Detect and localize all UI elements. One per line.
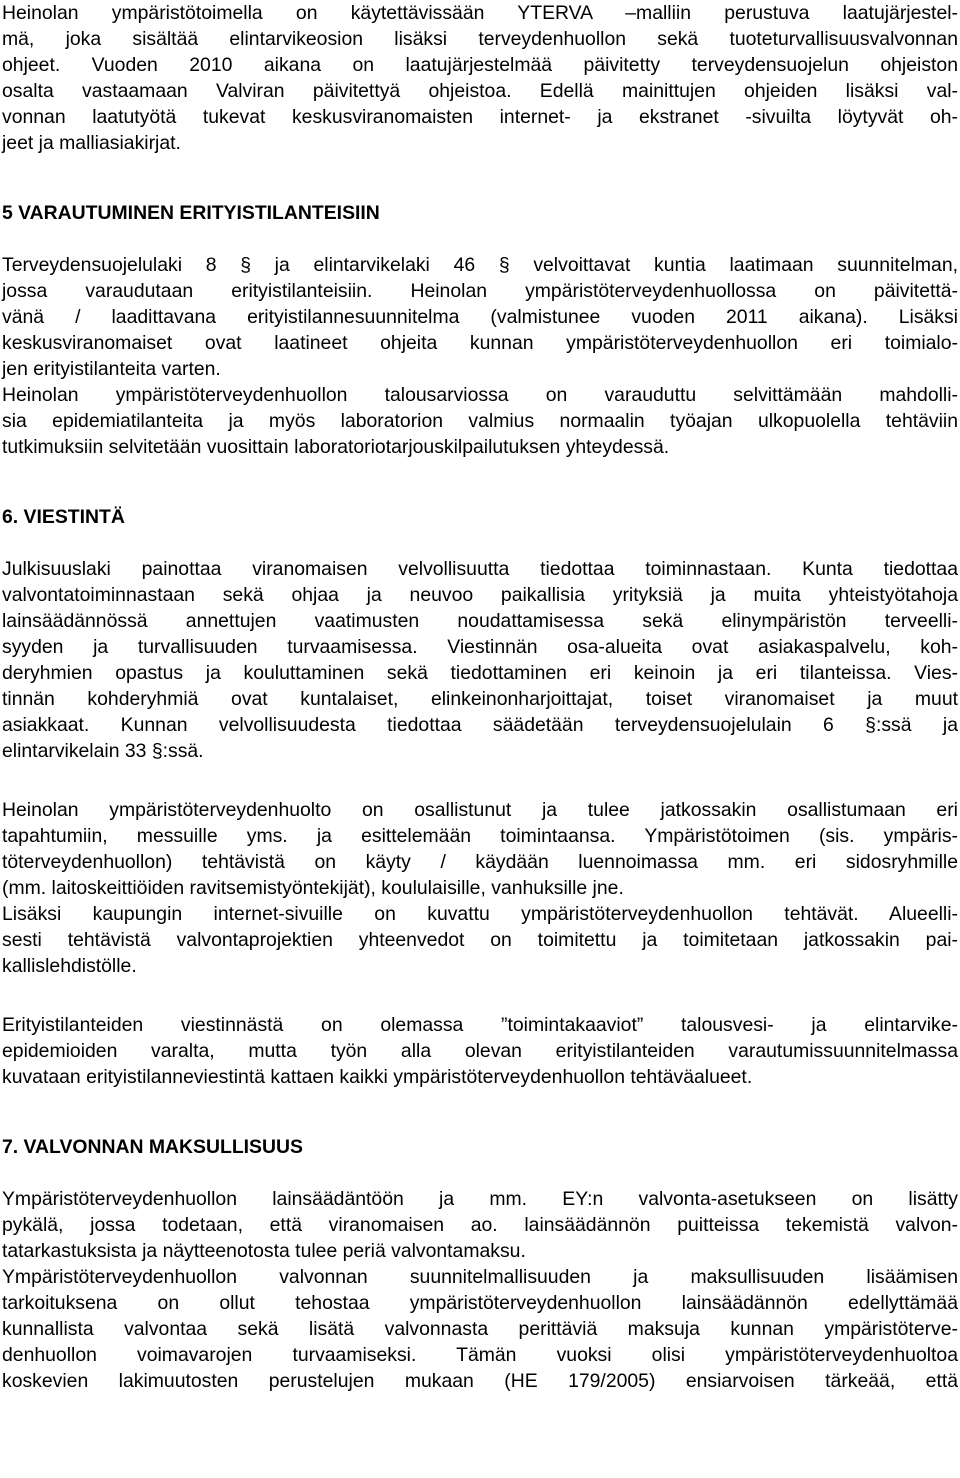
text-line: Erityistilanteiden viestinnästä on olemassa ”toimintakaaviot” talousvesi- ja elintarvike- bbox=[2, 1014, 958, 1036]
section-6-paragraph-4 bbox=[2, 1012, 958, 1090]
section-7-paragraph-2 bbox=[2, 1264, 958, 1394]
text-line: vänä / laadittavana erityistilannesuunnitelma (valmistunee vuoden 2011 aikana). Lisäksi bbox=[2, 306, 958, 328]
text-line: syyden ja turvallisuuden turvaamisessa. Viestinnän osa-alueita ovat asiakaspalvelu, koh- bbox=[2, 636, 958, 658]
text-line: töterveydenhuollon) tehtävistä on käyty / käydään luennoimassa mm. eri sidosryhmille bbox=[2, 851, 958, 873]
document-page bbox=[2, 0, 958, 1394]
text-line: Heinolan ympäristöterveydenhuollon talousarviossa on varauduttu selvittämään mahdolli- bbox=[2, 384, 958, 406]
intro-paragraph bbox=[2, 0, 958, 156]
text-line: tutkimuksiin selvitetään vuosittain laboratoriotarjouskilpailutuksen yhteydessä. bbox=[2, 436, 670, 458]
text-line: kallislehdistölle. bbox=[2, 955, 137, 977]
text-line: koskevien lakimuutosten perustelujen mukaan (HE 179/2005) ensiarvoisen tärkeää, että bbox=[2, 1370, 958, 1392]
text-line: ohjeet. Vuoden 2010 aikana on laatujärjestelmää päivitetty terveydensuojelun ohjeiston bbox=[2, 54, 958, 76]
text-line: elintarvikelain 33 §:ssä. bbox=[2, 740, 204, 762]
text-line: Lisäksi kaupungin internet-sivuille on kuvattu ympäristöterveydenhuollon tehtävät. Alueelli- bbox=[2, 903, 958, 925]
text-line: Julkisuuslaki painottaa viranomaisen velvollisuutta tiedottaa toiminnastaan. Kunta tiedottaa bbox=[2, 558, 958, 580]
text-line: asiakkaat. Kunnan velvollisuudesta tiedottaa säädetään terveydensuojelulain 6 §:ssä ja bbox=[2, 714, 958, 736]
text-line: jeet ja malliasiakirjat. bbox=[2, 132, 181, 154]
text-line: valvontatoiminnastaan sekä ohjaa ja neuvoo paikallisia yrityksiä ja muita yhteistyötahoja bbox=[2, 584, 958, 606]
text-line: deryhmien opastus ja kouluttaminen sekä tiedottaminen eri keinoin ja eri tilanteissa. Vies- bbox=[2, 662, 958, 684]
text-line: (mm. laitoskeittiöiden ravitsemistyöntekijät), koululaisille, vanhuksille jne. bbox=[2, 877, 624, 899]
section-6-heading: 6. VIESTINTÄ bbox=[2, 506, 125, 528]
text-line: denhuollon voimavarojen turvaamiseksi. Tämän vuoksi olisi ympäristöterveydenhuoltoa bbox=[2, 1344, 958, 1366]
text-line: osalta vastaamaan Valviran päivitettyä ohjeistoa. Edellä mainittujen ohjeiden lisäksi val- bbox=[2, 80, 958, 102]
section-6-paragraph-3 bbox=[2, 901, 958, 979]
text-line: jen erityistilanteita varten. bbox=[2, 358, 221, 380]
text-line: Heinolan ympäristöterveydenhuolto on osallistunut ja tulee jatkossakin osallistumaan eri bbox=[2, 799, 958, 821]
text-line: kunnallista valvontaa sekä lisätä valvonnasta perittäviä maksuja kunnan ympäristöterve- bbox=[2, 1318, 958, 1340]
section-5-paragraph-2 bbox=[2, 382, 958, 460]
text-line: tinnän kohderyhmiä ovat kuntalaiset, elinkeinonharjoittajat, toiset viranomaiset ja muut bbox=[2, 688, 958, 710]
text-line: pykälä, jossa todetaan, että viranomaisen ao. lainsäädännön puitteissa tekemistä valvon- bbox=[2, 1214, 958, 1236]
text-line: kuvataan erityistilanneviestintä kattaen kaikki ympäristöterveydenhuollon tehtäväalueet. bbox=[2, 1066, 753, 1088]
section-6-paragraph-2 bbox=[2, 797, 958, 901]
section-7-paragraph-1 bbox=[2, 1186, 958, 1264]
text-line: Heinolan ympäristötoimella on käytettävissään YTERVA –malliin perustuva laatujärjestel- bbox=[2, 2, 958, 24]
section-7-heading: 7. VALVONNAN MAKSULLISUUS bbox=[2, 1136, 303, 1158]
text-line: tatarkastuksista ja näytteenotosta tulee periä valvontamaksu. bbox=[2, 1240, 526, 1262]
text-line: jossa varaudutaan erityistilanteisiin. Heinolan ympäristöterveydenhuollossa on päivitettä- bbox=[2, 280, 958, 302]
text-line: vonnan laatutyötä tukevat keskusviranomaisten internet- ja ekstranet -sivuilta löytyvät oh- bbox=[2, 106, 958, 128]
text-line: keskusviranomaiset ovat laatineet ohjeita kunnan ympäristöterveydenhuollon eri toimialo- bbox=[2, 332, 958, 354]
text-line: sesti tehtävistä valvontaprojektien yhteenvedot on toimitettu ja toimitetaan jatkossakin pai- bbox=[2, 929, 958, 951]
text-line: Ympäristöterveydenhuollon valvonnan suunnitelmallisuuden ja maksullisuuden lisäämisen bbox=[2, 1266, 958, 1288]
section-5-heading: 5 VARAUTUMINEN ERITYISTILANTEISIIN bbox=[2, 202, 380, 224]
text-line: Terveydensuojelulaki 8 § ja elintarvikelaki 46 § velvoittavat kuntia laatimaan suunnitelman, bbox=[2, 254, 958, 276]
text-line: Ympäristöterveydenhuollon lainsäädäntöön ja mm. EY:n valvonta-asetukseen on lisätty bbox=[2, 1188, 958, 1210]
text-line: sia epidemiatilanteita ja myös laboratorion valmius normaalin työajan ulkopuolella tehtäviin bbox=[2, 410, 958, 432]
text-line: lainsäädännössä annettujen vaatimusten noudattamisessa sekä elinympäristön terveelli- bbox=[2, 610, 958, 632]
section-5-paragraph-1 bbox=[2, 252, 958, 382]
section-6-paragraph-1 bbox=[2, 556, 958, 764]
text-line: mä, joka sisältää elintarvikeosion lisäksi terveydenhuollon sekä tuoteturvallisuusvalvonnan bbox=[2, 28, 958, 50]
text-line: epidemioiden varalta, mutta työn alla olevan erityistilanteiden varautumissuunnitelmassa bbox=[2, 1040, 958, 1062]
text-line: tarkoituksena on ollut tehostaa ympäristöterveydenhuollon lainsäädännön edellyttämää bbox=[2, 1292, 958, 1314]
text-line: tapahtumiin, messuille yms. ja esittelemään toimintaansa. Ympäristötoimen (sis. ympäris- bbox=[2, 825, 958, 847]
